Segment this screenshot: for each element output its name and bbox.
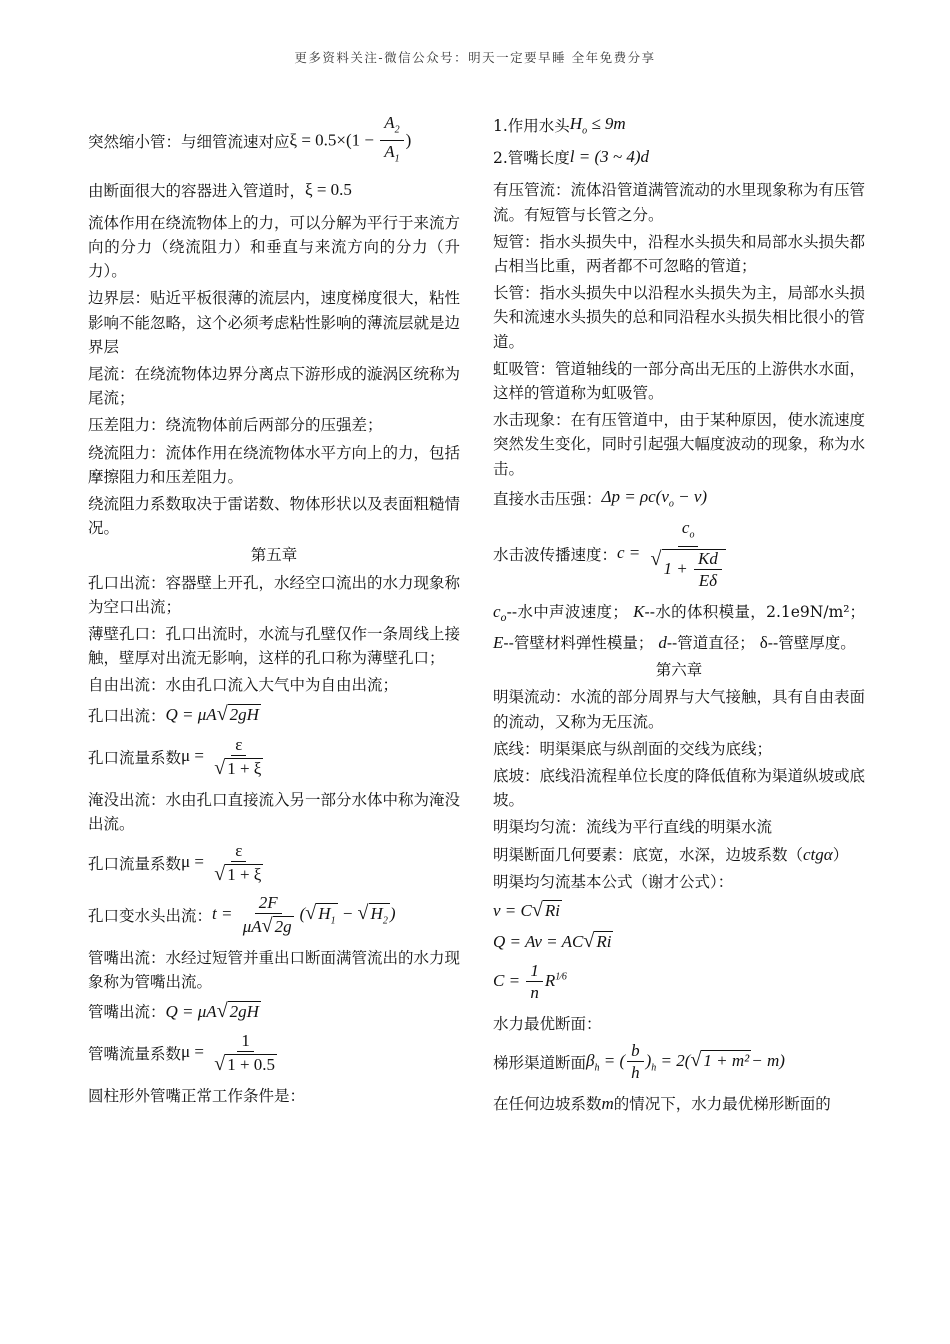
paragraph-bottom-line: 底线：明渠渠底与纵剖面的交线为底线；	[493, 739, 773, 758]
nozzle-flow-label: 管嘴出流：	[88, 1003, 166, 1022]
orifice-coef-eq-1	[88, 736, 460, 778]
paragraph-bottom-slope: 底坡：底线沿流程单位长度的降低值称为渠道纵坡或底坡。	[493, 766, 866, 810]
paragraph-pressure-drag: 压差阻力：绕流物体前后两部分的压强差；	[88, 416, 383, 435]
sudden-contraction-eq	[88, 114, 460, 169]
chezy-v-eq	[493, 900, 865, 921]
condition-2	[493, 146, 865, 168]
condition-2-formula: l = (3 ~ 4)d	[569, 147, 650, 167]
condition-1-label: 1.作用水头	[493, 117, 570, 136]
orifice-coef-label-2: 孔口流量系数	[88, 855, 182, 874]
paragraph-cylinder-nozzle: 圆柱形外管嘴正常工作条件是：	[88, 1087, 306, 1106]
paragraph-flow-drag: 绕流阻力：流体作用在绕流物体水平方向上的力，包括摩擦阻力和压差阻力。	[88, 443, 461, 486]
trapezoid-eq	[493, 1042, 865, 1082]
orifice-flow-label: 孔口出流：	[88, 706, 166, 725]
container-entry-label: 由断面很大的容器进入管道时，	[88, 181, 306, 200]
orifice-flow-formula: Q = μA √ 2gH	[165, 703, 259, 726]
paragraph-pressurized-flow: 有压管流：流体沿管道满管流动的水里现象称为有压管流。有短管与长管之分。	[493, 181, 866, 224]
paragraph-uniform-flow: 明渠均匀流：流线为平行直线的明渠水流	[493, 818, 773, 837]
paragraph-short-pipe: 短管：指水头损失中，沿程水头损失和局部水头损失都占相当比重，两者都不可忽略的管道；	[493, 232, 866, 275]
nozzle-flow-formula: Q = μA √ 2gH	[165, 999, 259, 1022]
sudden-contraction-label: 突然缩小管：与细管流速对应	[88, 133, 290, 152]
left-column	[88, 108, 460, 1112]
condition-1-formula: $H_o \le 9m$	[569, 114, 626, 137]
condition-2-label: 2.管嘴长度	[493, 149, 570, 168]
paragraph-free-outflow: 自由出流：水由孔口流入大气中为自由出流；	[88, 676, 399, 695]
paragraph-chezy: 明渠均匀流基本公式（谢才公式）：	[493, 872, 734, 891]
chezy-q-formula: Q = Av = AC √ Ri	[493, 929, 612, 952]
nozzle-coef-formula: μ = 1 √ 1 + 0.5	[181, 1031, 276, 1076]
orifice-coef-eq-2	[88, 842, 460, 884]
paragraph-thin-orifice: 薄壁孔口：孔口出流时，水流与孔壁仅作一条周线上接触，壁厚对出流无影响，这样的孔口称为薄壁孔口；	[88, 625, 461, 668]
hammer-pressure-formula: $\Delta p = \rho c(v_o - v)$	[601, 486, 708, 510]
paragraph-submerged: 淹没出流：水由孔口直接流入另一部分水体中称为淹没出流。	[88, 790, 461, 833]
chezy-q-eq	[493, 931, 865, 952]
nozzle-coef-eq	[88, 1032, 460, 1074]
hammer-pressure-label: 直接水击压强：	[493, 490, 602, 509]
paragraph-symbol-definitions: $c_o--$水中声波速度； K--水的体积模量，2.1e9N/m²； E--管壁材料弹性模量； d--管道直径； δ--管壁厚度。	[493, 601, 865, 652]
paragraph-wake: 尾流：在绕流物体边界分离点下游形成的漩涡区统称为尾流；	[88, 365, 461, 408]
nozzle-flow-eq	[88, 1000, 460, 1022]
paragraph-orifice: 孔口出流：容器壁上开孔，水经空口流出的水力现象称为空口出流；	[88, 573, 461, 616]
right-column	[493, 108, 865, 1119]
paragraph-best-section: 水力最优断面：	[493, 1014, 602, 1033]
orifice-coef-label-1: 孔口流量系数	[88, 748, 182, 767]
variable-head-label: 孔口变水头出流：	[88, 907, 213, 926]
nozzle-coef-label: 管嘴流量系数	[88, 1045, 182, 1064]
container-entry-formula: ξ = 0.5	[305, 179, 352, 199]
chezy-v-formula: v = C √ Ri	[493, 898, 560, 921]
paragraph-nozzle: 管嘴出流：水经过短管并重出口断面满管流出的水力现象称为管嘴出流。	[88, 949, 461, 992]
orifice-coef-formula-2: μ = ε √ 1 + ξ	[181, 841, 262, 886]
container-entry-eq	[88, 179, 460, 201]
paragraph-last-line: 在任何边坡系数m的情况下，水力最优梯形断面的	[493, 1094, 831, 1114]
paragraph-water-hammer: 水击现象：在有压管道中，由于某种原因，使水流速度突然发生变化，同时引起强大幅度波动的现象，称为水击。	[493, 411, 866, 478]
orifice-flow-eq	[88, 704, 460, 726]
condition-1	[493, 114, 865, 136]
paragraph-siphon: 虹吸管：管道轴线的一部分高出无压的上游供水水面，这样的管道称为虹吸管。	[493, 359, 866, 403]
manning-eq	[493, 962, 865, 1002]
variable-head-eq	[88, 894, 460, 936]
trapezoid-label: 梯形渠道断面	[493, 1054, 587, 1073]
sudden-contraction-formula: ξ = 0.5×(1 − $\frac{A_2}{A_1}$ )	[289, 113, 412, 165]
chapter-5-heading: 第五章	[250, 546, 298, 565]
paragraph-force: 流体作用在绕流物体上的力，可以分解为平行于来流方向的分力（绕流阻力）和垂直与来流方向的分力（升力）。	[88, 213, 461, 281]
trapezoid-formula: $\beta_h$ = ( $\frac{b}{h}$ )$_h = 2$( √ 1 + m² − m)	[586, 1041, 785, 1083]
variable-head-formula: t = 2F μA √ 2g ( √ $H_1$ − √ $H_2$ )	[212, 893, 396, 938]
paragraph-open-channel: 明渠流动：水流的部分周界与大气接触，具有自由表面的流动，又称为无压流。	[493, 688, 866, 731]
paragraph-channel-geometry: 明渠断面几何要素：底宽，水深，边坡系数（ctgα）	[493, 844, 849, 864]
paragraph-long-pipe: 长管：指水头损失中以沿程水头损失为主，局部水头损失和流速水头损失的总和同沿程水头损失相比很小的管道。	[493, 284, 866, 351]
chapter-6-heading: 第六章	[655, 661, 703, 680]
wave-speed-eq	[493, 519, 865, 589]
manning-formula: C = $\frac{1}{n}$ $R^{1⁄6}$	[493, 960, 567, 1002]
wave-speed-label: 水击波传播速度：	[493, 546, 618, 565]
orifice-coef-formula-1: μ = ε √ 1 + ξ	[181, 734, 262, 779]
paragraph-drag-coefficient: 绕流阻力系数取决于雷诺数、物体形状以及表面粗糙情况。	[88, 495, 461, 538]
wave-speed-formula: c = $c_o$ √ 1 + $\frac{Kd}{E\delta}$	[617, 519, 732, 589]
page-header: 更多资料关注-微信公众号：明天一定要早睡 全年免费分享	[294, 50, 656, 65]
hammer-pressure-eq	[493, 487, 865, 509]
paragraph-boundary-layer: 边界层：贴近平板很薄的流层内，速度梯度很大，粘性影响不能忽略，这个必须考虑粘性影响的薄流层就是边界层	[88, 289, 461, 356]
